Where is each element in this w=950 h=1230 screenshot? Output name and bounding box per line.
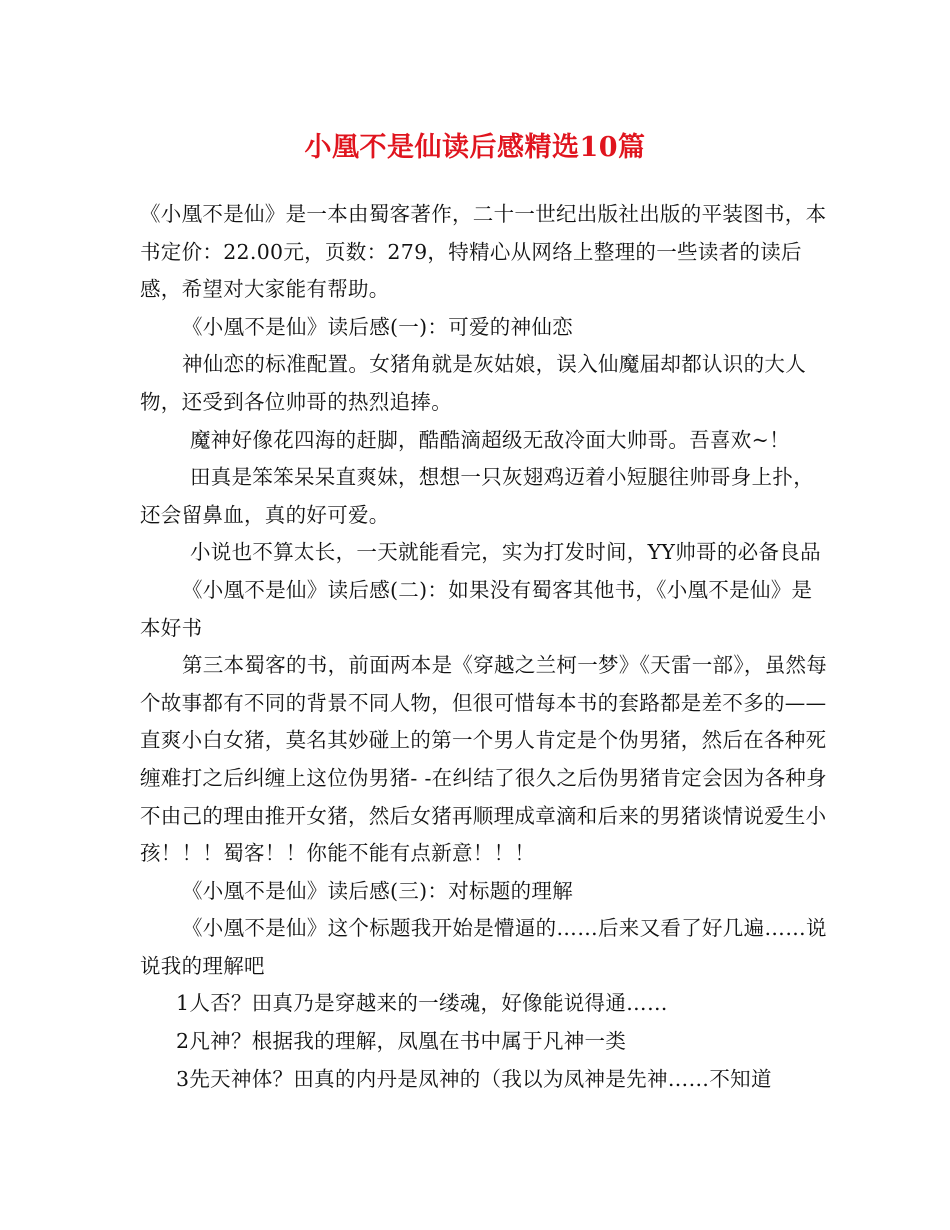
document-title: 小凰不是仙读后感精选10篇 xyxy=(304,132,646,163)
paragraph: 小说也不算太长，一天就能看完，实为打发时间，YY帅哥的必备良品 xyxy=(190,540,821,565)
paragraph: 田真是笨笨呆呆直爽妹，想想一只灰翅鸡迈着小短腿往帅哥身上扑，还会留鼻血，真的好可爱。 xyxy=(140,465,814,527)
section-heading-1: 《小凰不是仙》读后感(一)：可爱的神仙恋 xyxy=(182,314,573,339)
paragraph: 魔神好像花四海的赶脚，酷酷滴超级无敌冷面大帅哥。吾喜欢~！ xyxy=(190,427,790,452)
list-item: 3先天神体？田真的内丹是凤神的（我以为凤神是先神……不知道 xyxy=(176,1066,772,1091)
paragraph: 《小凰不是仙》这个标题我开始是懵逼的……后来又看了好几遍……说说我的理解吧 xyxy=(140,916,827,978)
paragraph: 神仙恋的标准配置。女猪角就是灰姑娘，误入仙魔届却都认识的大人物，还受到各位帅哥的热烈追捧。 xyxy=(140,352,806,414)
document-body xyxy=(140,196,830,1098)
paragraph-intro: 《小凰不是仙》是一本由蜀客著作，二十一世纪出版社出版的平装图书，本书定价：22.00元，页数：279，特精心从网络上整理的一些读者的读后感，希望对大家能有帮助。 xyxy=(140,202,827,302)
list-item: 1人否？田真乃是穿越来的一缕魂，好像能说得通…… xyxy=(176,991,668,1016)
section-heading-3: 《小凰不是仙》读后感(三)：对标题的理解 xyxy=(182,878,573,903)
section-heading-2: 《小凰不是仙》读后感(二)：如果没有蜀客其他书，《小凰不是仙》是本好书 xyxy=(140,577,813,640)
paragraph: 第三本蜀客的书，前面两本是《穿越之兰柯一梦》《天雷一部》，虽然每个故事都有不同的背景不同人物，但很可惜每本书的套路都是差不多的——直爽小白女猪，莫名其妙碰上的第一个男人肯定是个伪男猪，然后在各种死缠难打之后纠缠上这位伪男猪- -在纠结了很久之后伪男猪肯定会因为各种身不由己的理由推开女猪，然后女猪再顺理成章滴和后来的男猪谈情说爱生小孩！！！蜀客！！你能不能有点新意！！！ xyxy=(140,653,828,866)
list-item: 2凡神？根据我的理解，凤凰在书中属于凡神一类 xyxy=(176,1029,627,1054)
